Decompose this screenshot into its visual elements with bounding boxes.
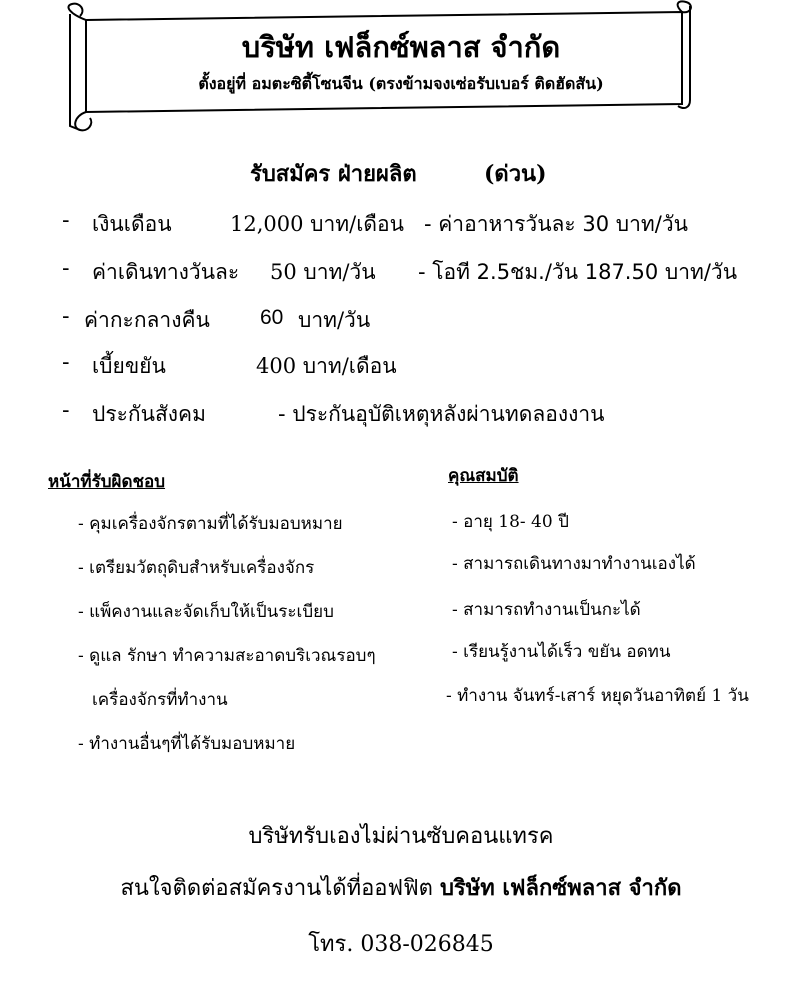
recruit-heading: รับสมัคร ฝ่ายผลิต (250, 161, 417, 187)
phone-number: โทร. 038-026845 (308, 932, 494, 957)
social-bullet: - (62, 398, 70, 422)
accident-insurance: - ประกันอุบัติเหตุหลังผ่านทดลองงาน (278, 402, 605, 426)
company-address: ตั้งอยู่ที่ อมตะซิตี้โซนจีน (ตรงข้ามจงเซ่อรับเบอร์ ติดฮัดสัน) (198, 74, 604, 93)
diligence-value: 400 บาท/เดือน (256, 354, 397, 378)
travel-label: ค่าเดินทางวันละ (92, 260, 240, 284)
duty-item: - ดูแล รักษา ทำความสะอาดบริเวณรอบๆ (78, 646, 376, 666)
duty-item: - เตรียมวัตถุดิบสำหรับเครื่องจักร (78, 558, 315, 578)
contact-text: สนใจติดต่อสมัครงานได้ที่ออฟฟิต (120, 876, 433, 901)
qualification-item: - สามารถทำงานเป็นกะได้ (452, 600, 641, 620)
diligence-label: เบี้ยขยัน (92, 354, 166, 378)
qualification-item: - ทำงาน จันทร์-เสาร์ หยุดวันอาทิตย์ 1 วัน (446, 686, 749, 706)
social-security: ประกันสังคม (92, 402, 206, 426)
contact-line (0, 870, 802, 905)
night-unit: บาท/วัน (298, 308, 371, 332)
duty-item: - แพ็คงานและจัดเก็บให้เป็นระเบียบ (78, 602, 334, 622)
travel-value: 50 บาท/วัน (270, 260, 376, 284)
salary-value: 12,000 บาท/เดือน (230, 212, 404, 236)
duty-item: - ทำงานอื่นๆที่ได้รับมอบหมาย (78, 734, 296, 754)
salary-bullet: - (62, 208, 70, 232)
salary-label: เงินเดือน (92, 212, 172, 236)
urgent-label: (ด่วน) (484, 161, 547, 187)
qualifications-title: คุณสมบัติ (448, 466, 519, 486)
no-subcontract-note: บริษัทรับเองไม่ผ่านซับคอนแทรค (248, 824, 554, 849)
qualification-item: - อายุ 18- 40 ปี (452, 512, 569, 532)
food-allowance: - ค่าอาหารวันละ 30 บาท/วัน (424, 212, 688, 236)
company-name: บริษัท เฟล็กซ์พลาส จำกัด (241, 30, 561, 64)
qualification-item: - สามารถเดินทางมาทำงานเองได้ (452, 554, 696, 574)
duty-item: - คุมเครื่องจักรตามที่ได้รับมอบหมาย (78, 514, 343, 534)
qualification-item: - เรียนรู้งานได้เร็ว ขยัน อดทน (452, 642, 671, 662)
duty-item: เครื่องจักรที่ทำงาน (92, 690, 228, 710)
ot-allowance: - โอที 2.5ชม./วัน 187.50 บาท/วัน (418, 260, 738, 284)
scroll-banner (0, 0, 802, 140)
duties-title: หน้าที่รับผิดชอบ (48, 472, 166, 492)
contact-company: บริษัท เฟล็กซ์พลาส จำกัด (439, 875, 682, 901)
diligence-bullet: - (62, 350, 70, 374)
night-label: ค่ากะกลางคืน (84, 308, 210, 332)
travel-bullet: - (62, 256, 70, 280)
night-amount: 60 (260, 306, 284, 329)
night-bullet: - (62, 304, 70, 328)
